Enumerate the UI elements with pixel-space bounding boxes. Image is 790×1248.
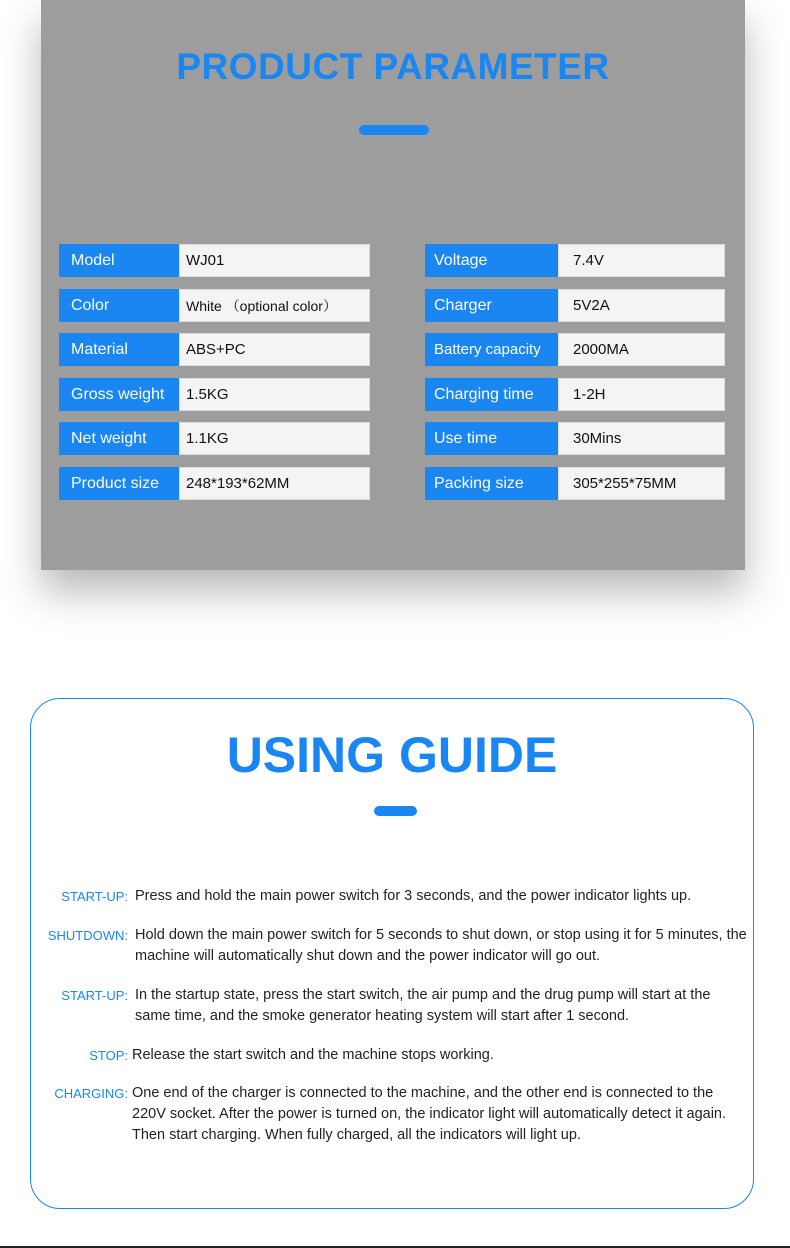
guide-item-startup-2 <box>31 985 747 1027</box>
param-row-material <box>59 333 370 366</box>
param-value: ABS+PC <box>179 333 370 366</box>
param-row-color <box>59 289 370 322</box>
guide-item-label: START-UP: <box>61 988 128 1003</box>
param-value: 1-2H <box>558 378 725 411</box>
param-row-net-weight <box>59 422 370 455</box>
product-parameter-title: PRODUCT PARAMETER <box>176 46 610 87</box>
param-row-battery-capacity <box>425 333 725 366</box>
guide-item-label: START-UP: <box>61 889 128 904</box>
guide-item-label: SHUTDOWN: <box>47 928 128 943</box>
param-value: 305*255*75MM <box>558 467 725 500</box>
param-value: White （optional color） <box>179 289 370 322</box>
guide-item-text: One end of the charger is connected to the machine, and the other end is connected to the 220V socket. After the power is turned on, the indicator light will automatically detect it again. Then start charging. When fully charged, all the indicators will light up. <box>132 1085 727 1143</box>
using-guide-box <box>30 698 754 1209</box>
param-label: Product size <box>59 467 179 500</box>
param-label: Color <box>59 289 179 322</box>
param-label: Material <box>59 333 179 366</box>
guide-item-label: STOP: <box>89 1048 128 1063</box>
param-value: WJ01 <box>179 244 370 277</box>
using-guide-title: USING GUIDE <box>226 727 558 783</box>
param-value: 1.1KG <box>179 422 370 455</box>
title-underline <box>374 806 417 816</box>
param-row-gross-weight <box>59 378 370 411</box>
param-row-use-time <box>425 422 725 455</box>
param-value: 2000MA <box>558 333 725 366</box>
param-label: Model <box>59 244 179 277</box>
param-value: 7.4V <box>558 244 725 277</box>
guide-item-startup <box>31 886 747 907</box>
product-parameter-panel <box>41 0 745 570</box>
param-label: Charger <box>425 289 558 322</box>
guide-item-text: Release the start switch and the machine stops working. <box>132 1047 494 1063</box>
guide-item-text: Hold down the main power switch for 5 seconds to shut down, or stop using it for 5 minutes, the machine will automatically shut down and the power indicator will go out. <box>135 927 747 964</box>
param-row-charging-time <box>425 378 725 411</box>
param-label: Net weight <box>59 422 179 455</box>
guide-item-shutdown <box>31 925 747 967</box>
param-label: Charging time <box>425 378 558 411</box>
guide-item-charging <box>31 1083 744 1146</box>
guide-item-text: In the startup state, press the start switch, the air pump and the drug pump will start at the same time, and the smoke generator heating system will start after 1 second. <box>135 987 711 1024</box>
title-underline <box>359 125 429 135</box>
param-row-product-size <box>59 467 370 500</box>
param-row-voltage <box>425 244 725 277</box>
guide-item-text: Press and hold the main power switch for 3 seconds, and the power indicator lights up. <box>135 888 692 904</box>
param-row-model <box>59 244 370 277</box>
param-label: Use time <box>425 422 558 455</box>
param-label: Voltage <box>425 244 558 277</box>
param-label: Gross weight <box>59 378 179 411</box>
param-row-charger <box>425 289 725 322</box>
param-value: 248*193*62MM <box>179 467 370 500</box>
param-value: 5V2A <box>558 289 725 322</box>
param-row-packing-size <box>425 467 725 500</box>
param-label: Packing size <box>425 467 558 500</box>
param-label: Battery capacity <box>425 333 558 366</box>
guide-item-label: CHARGING: <box>54 1086 128 1101</box>
param-value: 30Mins <box>558 422 725 455</box>
guide-item-stop <box>31 1045 744 1066</box>
param-value: 1.5KG <box>179 378 370 411</box>
